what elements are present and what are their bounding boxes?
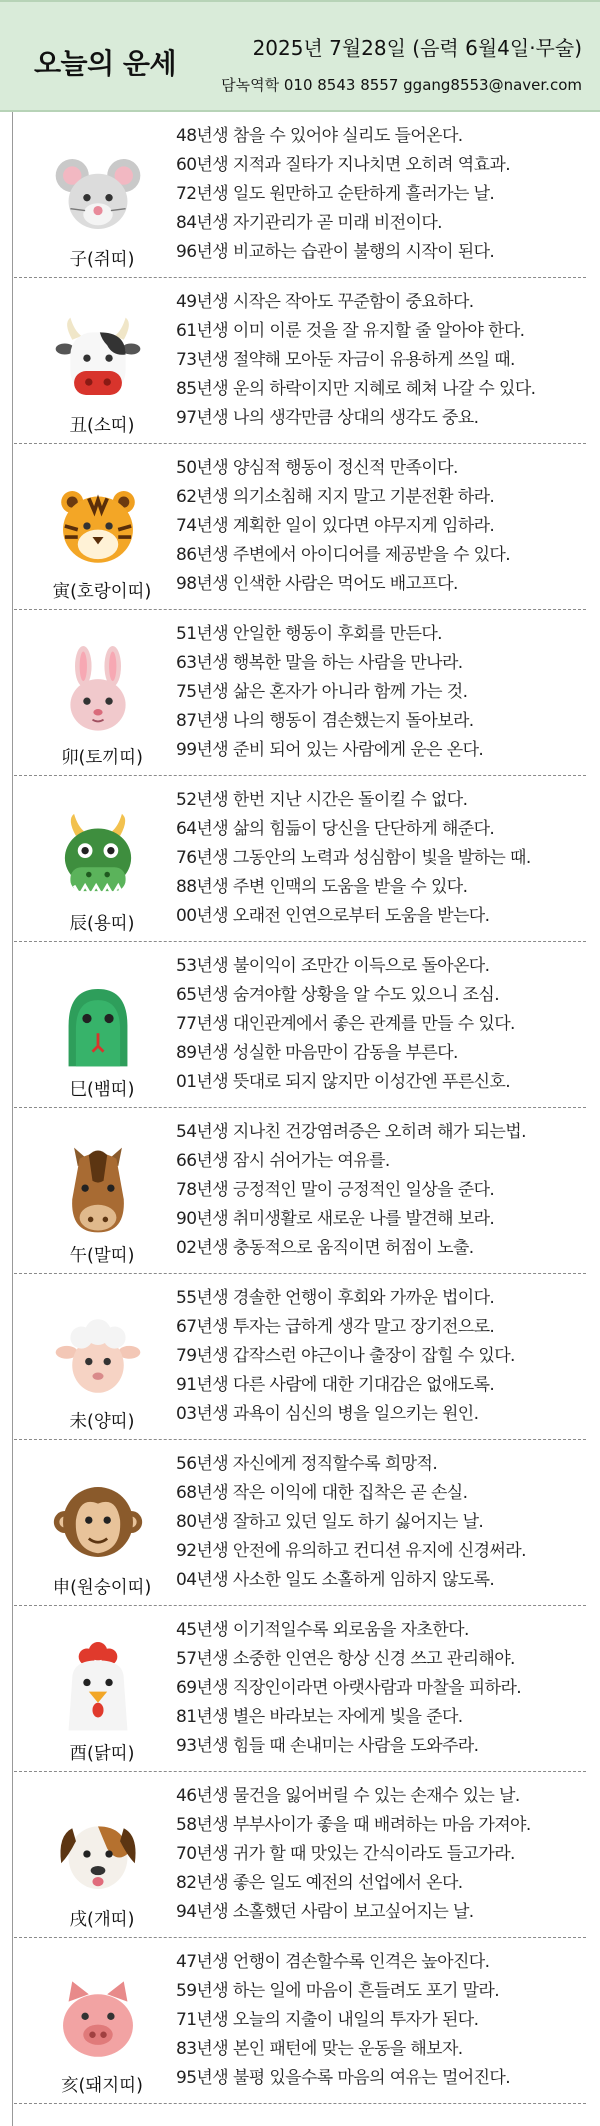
fortune-line: 56년생 자신에게 정직할수록 희망적. <box>176 1454 438 1474</box>
fortune-line: 53년생 불이익이 조만간 이득으로 돌아온다. <box>176 956 490 976</box>
zodiac-section-snake <box>0 942 600 1108</box>
fortune-line: 89년생 성실한 마음만이 감동을 부른다. <box>176 1043 458 1063</box>
fortune-lines <box>176 1948 594 2093</box>
fortune-line: 90년생 취미생활로 새로운 나를 발견해 보라. <box>176 1209 495 1229</box>
zodiac-section-dragon <box>0 776 600 942</box>
fortune-line: 79년생 갑작스런 야근이나 출장이 잡힐 수 있다. <box>176 1346 515 1366</box>
fortune-line: 46년생 물건을 잃어버릴 수 있는 손재수 있는 날. <box>176 1786 520 1806</box>
fortune-line: 45년생 이기적일수록 외로움을 자초한다. <box>176 1620 469 1640</box>
zodiac-label: 丑(소띠) <box>69 416 135 436</box>
zodiac-label: 午(말띠) <box>69 1246 135 1266</box>
fortune-line: 54년생 지나친 건강염려증은 오히려 해가 되는법. <box>176 1122 526 1142</box>
fortune-line: 92년생 안전에 유의하고 컨디션 유지에 신경써라. <box>176 1541 526 1561</box>
fortune-line: 95년생 불평 있을수록 마음의 여유는 멀어진다. <box>176 2068 511 2088</box>
ox-icon <box>52 314 144 406</box>
fortune-lines <box>176 288 594 433</box>
fortune-line: 75년생 삶은 혼자가 아니라 함께 가는 것. <box>176 682 468 702</box>
fortune-lines <box>176 122 594 267</box>
fortune-line: 91년생 다른 사람에 대한 기대감은 없애도록. <box>176 1375 495 1395</box>
fortune-line: 59년생 하는 일에 마음이 흔들려도 포기 말라. <box>176 1981 500 2001</box>
fortune-line: 78년생 긍정적인 말이 긍정적인 일상을 준다. <box>176 1180 495 1200</box>
zodiac-section-rabbit <box>0 610 600 776</box>
zodiac-label: 辰(용띠) <box>69 914 135 934</box>
fortune-line: 71년생 오늘의 지출이 내일의 투자가 된다. <box>176 2010 479 2030</box>
fortune-line: 62년생 의기소침해 지지 말고 기분전환 하라. <box>176 487 495 507</box>
fortune-line: 82년생 좋은 일도 예전의 선업에서 온다. <box>176 1873 463 1893</box>
snake-icon <box>52 978 144 1070</box>
fortune-line: 80년생 잘하고 있던 일도 하기 싫어지는 날. <box>176 1512 484 1532</box>
zodiac-label: 未(양띠) <box>69 1412 135 1432</box>
fortune-line: 57년생 소중한 인연은 항상 신경 쓰고 관리해야. <box>176 1649 515 1669</box>
fortune-line: 66년생 잠시 쉬어가는 여유를. <box>176 1151 390 1171</box>
fortune-line: 88년생 주변 인맥의 도움을 받을 수 있다. <box>176 877 468 897</box>
zodiac-section-pig <box>0 1938 600 2104</box>
zodiac-label: 申(원숭이띠) <box>52 1578 152 1598</box>
rat-icon <box>52 148 144 240</box>
fortune-list <box>0 112 600 2126</box>
fortune-line: 76년생 그동안의 노력과 성심함이 빛을 발하는 때. <box>176 848 531 868</box>
sheep-icon <box>52 1310 144 1402</box>
fortune-line: 02년생 충동적으로 움직이면 허점이 노출. <box>176 1238 474 1258</box>
tiger-icon <box>52 480 144 572</box>
zodiac-label: 酉(닭띠) <box>69 1744 135 1764</box>
zodiac-section-ox <box>0 278 600 444</box>
fortune-line: 74년생 계획한 일이 있다면 야무지게 임하라. <box>176 516 495 536</box>
fortune-line: 67년생 투자는 급하게 생각 말고 장기전으로. <box>176 1317 495 1337</box>
fortune-line: 48년생 참을 수 있어야 실리도 들어온다. <box>176 126 463 146</box>
zodiac-section-sheep <box>0 1274 600 1440</box>
fortune-line: 51년생 안일한 행동이 후회를 만든다. <box>176 624 442 644</box>
rooster-icon <box>52 1642 144 1734</box>
zodiac-section-rooster <box>0 1606 600 1772</box>
fortune-line: 49년생 시작은 작아도 꾸준함이 중요하다. <box>176 292 474 312</box>
fortune-line: 68년생 작은 이익에 대한 집착은 곧 손실. <box>176 1483 468 1503</box>
header <box>0 0 600 112</box>
zodiac-label: 卯(토끼띠) <box>61 748 143 768</box>
fortune-line: 84년생 자기관리가 곧 미래 비전이다. <box>176 213 442 233</box>
date-line: 2025년 7월28일 (음력 6월4일·무술) <box>252 36 582 60</box>
fortune-lines <box>176 1118 594 1263</box>
contact-line: 담녹역학 010 8543 8557 ggang8553@naver.com <box>221 76 582 94</box>
pig-icon <box>52 1974 144 2066</box>
dog-icon <box>52 1808 144 1900</box>
fortune-line: 50년생 양심적 행동이 정신적 만족이다. <box>176 458 458 478</box>
fortune-line: 73년생 절약해 모아둔 자금이 유용하게 쓰일 때. <box>176 350 515 370</box>
zodiac-label: 寅(호랑이띠) <box>52 582 152 602</box>
fortune-lines <box>176 1284 594 1429</box>
monkey-icon <box>52 1476 144 1568</box>
fortune-line: 98년생 인색한 사람은 먹어도 배고프다. <box>176 574 458 594</box>
fortune-lines <box>176 786 594 931</box>
zodiac-section-monkey <box>0 1440 600 1606</box>
fortune-line: 72년생 일도 원만하고 순탄하게 흘러가는 날. <box>176 184 495 204</box>
fortune-line: 61년생 이미 이룬 것을 잘 유지할 줄 알아야 한다. <box>176 321 525 341</box>
fortune-line: 52년생 한번 지난 시간은 돌이킬 수 없다. <box>176 790 468 810</box>
fortune-line: 65년생 숨겨야할 상황을 알 수도 있으니 조심. <box>176 985 500 1005</box>
horse-icon <box>52 1144 144 1236</box>
fortune-line: 97년생 나의 생각만큼 상대의 생각도 중요. <box>176 408 479 428</box>
fortune-line: 03년생 과욕이 심신의 병을 일으키는 원인. <box>176 1404 479 1424</box>
fortune-line: 01년생 뜻대로 되지 않지만 이성간엔 푸른신호. <box>176 1072 511 1092</box>
fortune-line: 60년생 지적과 질타가 지나치면 오히려 역효과. <box>176 155 511 175</box>
fortune-lines <box>176 952 594 1097</box>
fortune-line: 64년생 삶의 힘듦이 당신을 단단하게 해준다. <box>176 819 495 839</box>
fortune-line: 77년생 대인관계에서 좋은 관계를 만들 수 있다. <box>176 1014 515 1034</box>
fortune-line: 86년생 주변에서 아이디어를 제공받을 수 있다. <box>176 545 511 565</box>
zodiac-section-dog <box>0 1772 600 1938</box>
zodiac-label: 子(쥐띠) <box>69 250 135 270</box>
fortune-lines <box>176 1450 594 1595</box>
fortune-line: 99년생 준비 되어 있는 사람에게 운은 온다. <box>176 740 484 760</box>
fortune-line: 58년생 부부사이가 좋을 때 배려하는 마음 가져야. <box>176 1815 531 1835</box>
fortune-line: 00년생 오래전 인연으로부터 도움을 받는다. <box>176 906 490 926</box>
zodiac-section-horse <box>0 1108 600 1274</box>
page-title: 오늘의 운세 <box>34 47 176 80</box>
fortune-line: 83년생 본인 패턴에 맞는 운동을 해보자. <box>176 2039 463 2059</box>
fortune-line: 04년생 사소한 일도 소홀하게 임하지 않도록. <box>176 1570 495 1590</box>
zodiac-section-rat <box>0 112 600 278</box>
fortune-line: 70년생 귀가 할 때 맛있는 간식이라도 들고가라. <box>176 1844 515 1864</box>
fortune-line: 47년생 언행이 겸손할수록 인격은 높아진다. <box>176 1952 490 1972</box>
fortune-line: 85년생 운의 하락이지만 지혜로 헤쳐 나갈 수 있다. <box>176 379 536 399</box>
zodiac-label: 亥(돼지띠) <box>61 2076 143 2096</box>
fortune-line: 55년생 경솔한 언행이 후회와 가까운 법이다. <box>176 1288 495 1308</box>
rabbit-icon <box>52 646 144 738</box>
fortune-line: 96년생 비교하는 습관이 불행의 시작이 된다. <box>176 242 495 262</box>
fortune-lines <box>176 620 594 765</box>
fortune-lines <box>176 1616 594 1761</box>
fortune-line: 81년생 별은 바라보는 자에게 빛을 준다. <box>176 1707 463 1727</box>
zodiac-label: 巳(뱀띠) <box>69 1080 135 1100</box>
fortune-line: 93년생 힘들 때 손내미는 사람을 도와주라. <box>176 1736 479 1756</box>
fortune-lines <box>176 1782 594 1927</box>
fortune-lines <box>176 454 594 599</box>
fortune-line: 69년생 직장인이라면 아랫사람과 마찰을 피하라. <box>176 1678 522 1698</box>
zodiac-section-tiger <box>0 444 600 610</box>
fortune-line: 94년생 소홀했던 사람이 보고싶어지는 날. <box>176 1902 474 1922</box>
fortune-line: 63년생 행복한 말을 하는 사람을 만나라. <box>176 653 463 673</box>
fortune-line: 87년생 나의 행동이 겸손했는지 돌아보라. <box>176 711 474 731</box>
dragon-icon <box>52 812 144 904</box>
section-divider <box>14 2103 586 2104</box>
zodiac-label: 戌(개띠) <box>69 1910 135 1930</box>
